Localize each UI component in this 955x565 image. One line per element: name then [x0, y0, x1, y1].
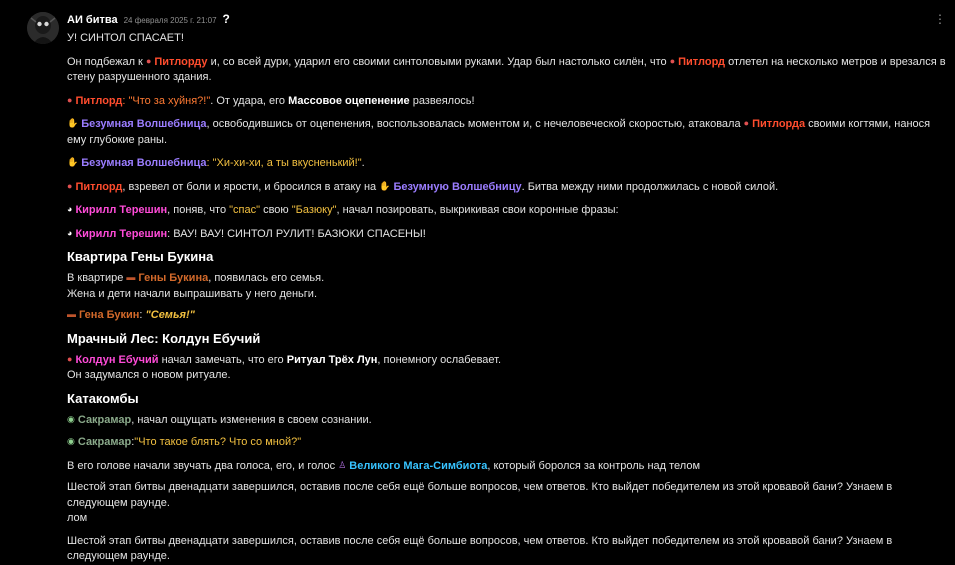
text-line: ◕ Кирилл Терешин, поняв, что "спас" свою "Базюку", начал позировать, выкрикивая свои коронные фразы:	[67, 204, 619, 216]
waving-hand-icon: ✋	[67, 157, 79, 167]
character-kirill: Кирилл Терешин	[75, 227, 168, 240]
devil-icon: ●	[743, 118, 750, 128]
quote: : "Что за хуйня?!"	[122, 94, 211, 107]
section-heading: Мрачный Лес: Колдун Ебучий	[67, 330, 261, 346]
character-pitlord: Питлорду	[154, 55, 208, 68]
waving-hand-icon: ✋	[379, 180, 391, 191]
character-pitlord: Питлорд	[75, 94, 123, 107]
message-timestamp: 24 февраля 2025 г. 21:07	[123, 16, 217, 25]
devil-icon: ●	[145, 55, 152, 66]
more-options-button[interactable]	[933, 12, 947, 26]
more-dots-icon: ⋮	[934, 12, 946, 26]
ghost-icon: ◕	[67, 227, 73, 238]
avatar[interactable]	[27, 12, 59, 44]
text-line: ◉ Сакрамар, начал ощущать изменения в своем сознании.	[67, 413, 372, 426]
character-sakramar: Сакрамар	[77, 436, 132, 448]
message-content	[67, 31, 947, 565]
shoe-icon: ▬	[67, 309, 76, 319]
devil-icon: ●	[669, 55, 676, 66]
section-heading: Квартира Гены Букина	[67, 249, 214, 264]
text-line: У! СИНТОЛ СПАСАЕТ!	[67, 32, 184, 44]
character-sakramar: Сакрамар	[77, 413, 132, 426]
ability-name: Массовое оцепенение	[288, 94, 410, 107]
character-kirill: Кирилл Терешин	[75, 204, 168, 216]
text-line: В его голове начали звучать два голоса, его, и голос ♙ Великого Мага-Симбиота, который боролся за контроль над телом	[67, 459, 701, 472]
character-volshebnica: Безумная Волшебница	[81, 157, 207, 169]
ability-name: Ритуал Трёх Лун	[286, 353, 378, 366]
text-line: ● Колдун Ебучий начал замечать, что его Ритуал Трёх Лун, понемногу ослабевает.	[67, 353, 502, 366]
character-pitlord: Питлорд	[75, 180, 123, 193]
text-line: В квартире ▬ Гены Букина, появилась его семья.	[67, 272, 325, 284]
avatar-image	[27, 12, 59, 44]
character-gena: Гена Букин	[79, 309, 140, 321]
shoe-icon: ▬	[126, 272, 136, 282]
text-line: ◕ Кирилл Терешин: ВАУ! ВАУ! СИНТОЛ РУЛИТ! БАЗЮКИ СПАСЕНЫ!	[67, 227, 426, 240]
text-paragraph: ✋ Безумная Волшебница, освободившись от оцепенения, воспользовалась моментом и, с нечеловеческой скоростью, атаковала ● Питлорда своими когтями, нанося ему глубокие раны.	[67, 118, 931, 146]
character-volshebnica: Безумную Волшебницу	[393, 180, 522, 193]
text-line: лом	[67, 512, 88, 524]
text-paragraph: Он подбежал к ● Питлорду и, со всей дури, ударил его своими синтоловыми руками. Удар был настолько силён, что ● Питлорд отлетел на несколько метров и врезался в стену разрушенного здания.	[67, 55, 946, 83]
ghost-icon: ◕	[67, 204, 73, 214]
text-paragraph: Шестой этап битвы двенадцати завершился, оставив после себя ещё больше вопросов, чем ответов. Кто выйдет победителем из этой кровавой бани? Узнаем в следующем раунде.	[67, 534, 893, 562]
character-gena: Гены Букина	[138, 272, 209, 284]
text-line: ● Питлорд, взревел от боли и ярости, и бросился в атаку на ✋ Безумную Волшебницу. Битва между ними продолжилась с новой силой.	[67, 180, 779, 193]
text-line: ▬ Гена Букин: "Семья!"	[67, 309, 195, 321]
message-header	[67, 12, 230, 26]
waving-hand-icon: ✋	[67, 118, 79, 128]
character-volshebnica: Безумная Волшебница	[81, 118, 207, 130]
alien-icon: ◉	[67, 413, 75, 424]
text-line: ✋ Безумная Волшебница: "Хи-хи-хи, а ты вкусненький!".	[67, 157, 365, 169]
quote: "спас"	[229, 204, 261, 216]
character-mag-simbiot: Великого Мага-Симбиота	[349, 459, 488, 472]
quote: : "Хи-хи-хи, а ты вкусненький!"	[206, 157, 362, 169]
text-line: Жена и дети начали выпрашивать у него деньги.	[67, 287, 317, 300]
section-heading: Катакомбы	[67, 390, 139, 406]
text-paragraph: Шестой этап битвы двенадцати завершился, оставив после себя ещё больше вопросов, чем ответов. Кто выйдет победителем из этой кровавой бани? Узнаем в следующем раунде.	[67, 481, 893, 509]
text-line: ◉ Сакрамар:"Что такое блять? Что со мной?"	[67, 436, 302, 448]
quote: "Что такое блять? Что со мной?"	[134, 436, 302, 448]
character-pitlord: Питлорд	[678, 55, 726, 68]
quote: "Базюку"	[291, 204, 337, 216]
text-line: ● Питлорд: "Что за хуйня?!". От удара, его Массовое оцепенение развеялось!	[67, 94, 475, 107]
devil-icon: ●	[67, 353, 73, 364]
devil-icon: ●	[67, 94, 73, 105]
mage-icon: ♙	[338, 459, 347, 470]
devil-icon: ●	[67, 180, 73, 191]
alien-icon: ◉	[67, 436, 75, 446]
author-name[interactable]: АИ битва	[67, 14, 118, 26]
text-line: Он задумался о новом ритуале.	[67, 369, 231, 381]
character-koldun: Колдун Ебучий	[75, 353, 159, 366]
quote: "Семья!"	[145, 309, 195, 321]
author-badge: ?	[222, 12, 230, 26]
character-pitlord: Питлорда	[752, 118, 806, 130]
